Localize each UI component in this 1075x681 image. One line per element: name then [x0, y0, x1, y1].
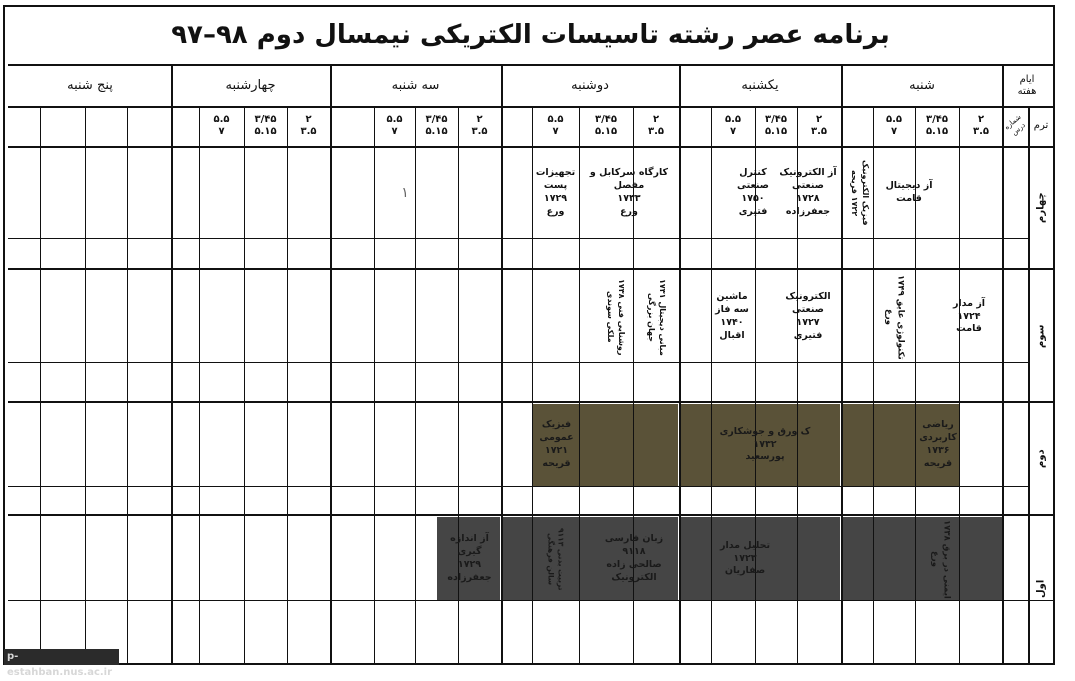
class-t1-mon-persian: زبان فارسی ۹۱۱۸ صالحی زاده الکترونیک — [604, 533, 664, 583]
grid-hline — [8, 401, 1053, 403]
class-t3-sun-machine: ماشین سه فاز ۱۷۴۰ اقبال — [715, 291, 749, 341]
class-t4-sat-digital-lab: آز دیجیتال قامت — [885, 180, 933, 204]
day-header-sunday: یکشنبه — [741, 78, 779, 94]
class-t3-sat-technology: تکنولوژی عایق ۱۷۴۹ ورع — [884, 274, 906, 360]
grid-vline — [501, 64, 503, 663]
slot-wed-3: ۵.۵ ۷ — [213, 113, 230, 137]
grid-vline — [330, 64, 332, 663]
slot-sun-2: ۳/۴۵ ۵.۱۵ — [764, 113, 788, 137]
class-t4-mon-workshop: کارگاه سرکابل و مفصل ۱۷۳۳ ورع — [589, 167, 669, 217]
days-label: ایام هفته — [1017, 73, 1037, 97]
term-label: ترم — [1033, 119, 1049, 131]
watermark: p-estahban.nus.ac.ir — [4, 649, 119, 665]
slot-tue-3: ۵.۵ ۷ — [386, 113, 403, 137]
class-t1-wed-measurement-lab: آز اندازه گیری ۱۷۲۹ جعفرزاده — [447, 533, 492, 583]
slot-mon-1: ۲ ۳.۵ — [648, 113, 665, 137]
grid-vline — [679, 64, 681, 663]
grid-vline — [127, 106, 128, 663]
slot-wed-1: ۲ ۳.۵ — [300, 113, 317, 137]
class-t1-sat-safety: ایمنی در برق ۱۷۳۸ ورع — [930, 519, 952, 599]
class-t2-mon-physics: فیزیک عمومی ۱۷۲۱ قریحه — [539, 419, 574, 469]
slot-label: شماره درس — [1003, 113, 1027, 137]
grid-hline — [8, 486, 1028, 487]
grid-hline — [8, 238, 1028, 239]
grid-vline — [85, 106, 86, 663]
class-t4-mon-post: تجهیزات پست ۱۷۲۹ ورع — [535, 167, 576, 217]
class-t3-mon-lighting: روشنایی فنی ۱۷۳۸ ملکی سوندی — [606, 278, 626, 356]
slot-sat-3: ۵.۵ ۷ — [886, 113, 903, 137]
slot-mon-3: ۵.۵ ۷ — [547, 113, 564, 137]
grid-vline — [1002, 64, 1004, 663]
class-t1-mon-physical-ed: تربیت بدنی ۹۱۱۳ سالن فرهنگی — [546, 527, 566, 591]
slot-sun-1: ۲ ۳.۵ — [811, 113, 828, 137]
slot-sat-2: ۳/۴۵ ۵.۱۵ — [925, 113, 949, 137]
class-t3-sun-industrial: الکترونیک صنعتی ۱۷۲۷ فتیری — [785, 291, 831, 341]
slot-tue-2: ۳/۴۵ ۵.۱۵ — [425, 113, 448, 137]
term-3-label: سوم — [1035, 324, 1047, 348]
slot-tue-1: ۲ ۳.۵ — [471, 113, 488, 137]
class-t4-sat-physics: فیزیک الکترونیک ۱۷۲۲ قریحه — [850, 160, 870, 226]
term-1-label: اول — [1035, 579, 1047, 598]
grid-vline — [40, 106, 41, 663]
class-t1-sun-circuit: تحلیل مدار ۱۷۲۳ صفاریان — [719, 539, 771, 577]
class-t2-sat-math: ریاضی کاربردی ۱۷۳۶ قریحه — [919, 419, 957, 469]
class-t4-tue-mark: ۱ — [401, 184, 409, 201]
class-t4-sun-industrial-lab: آز الکترونیک صنعتی ۱۷۲۸ جعفرزاده — [779, 167, 837, 217]
day-header-monday: دوشنبه — [571, 78, 609, 94]
class-t3-mon-digital: مبانی دیجیتال ۱۷۳۱ جهان بزرگی — [647, 278, 667, 356]
term-2-label: دوم — [1035, 449, 1047, 469]
grid-vline — [841, 64, 843, 663]
grid-hline — [8, 362, 1028, 363]
grid-hline — [8, 146, 1053, 148]
slot-sat-1: ۲ ۳.۵ — [973, 113, 990, 137]
grid-vline — [171, 64, 173, 663]
slot-wed-2: ۳/۴۵ ۵.۱۵ — [254, 113, 277, 137]
slot-mon-2: ۳/۴۵ ۵.۱۵ — [594, 113, 618, 137]
grid-hline — [8, 600, 1053, 601]
grid-vline — [244, 106, 245, 663]
class-t3-sat-circuit-lab: آز مدار ۱۷۲۴ قامت — [952, 297, 986, 335]
class-t2-sun-sheet-metal: ک ورق و جوشکاری ۱۷۳۲ پورسعید — [719, 425, 811, 463]
day-header-wednesday: چهارشنبه — [225, 78, 276, 94]
class-t4-sun-control: کنترل صنعتی ۱۷۵۰ فتیری — [737, 167, 769, 217]
grid-hline — [8, 514, 1053, 516]
day-header-saturday: شنبه — [909, 78, 935, 94]
day-header-thursday: پنج شنبه — [67, 78, 113, 94]
day-header-tuesday: سه شنبه — [391, 78, 440, 94]
slot-sun-3: ۵.۵ ۷ — [725, 113, 742, 137]
grid-hline — [8, 268, 1053, 270]
term-4-label: چهارم — [1035, 192, 1047, 224]
grid-vline — [287, 106, 288, 663]
grid-vline — [199, 106, 200, 663]
page-title: برنامه عصر رشته تاسیسات الکتریکی نیمسال دوم ۹۸–۹۷ — [171, 20, 890, 50]
